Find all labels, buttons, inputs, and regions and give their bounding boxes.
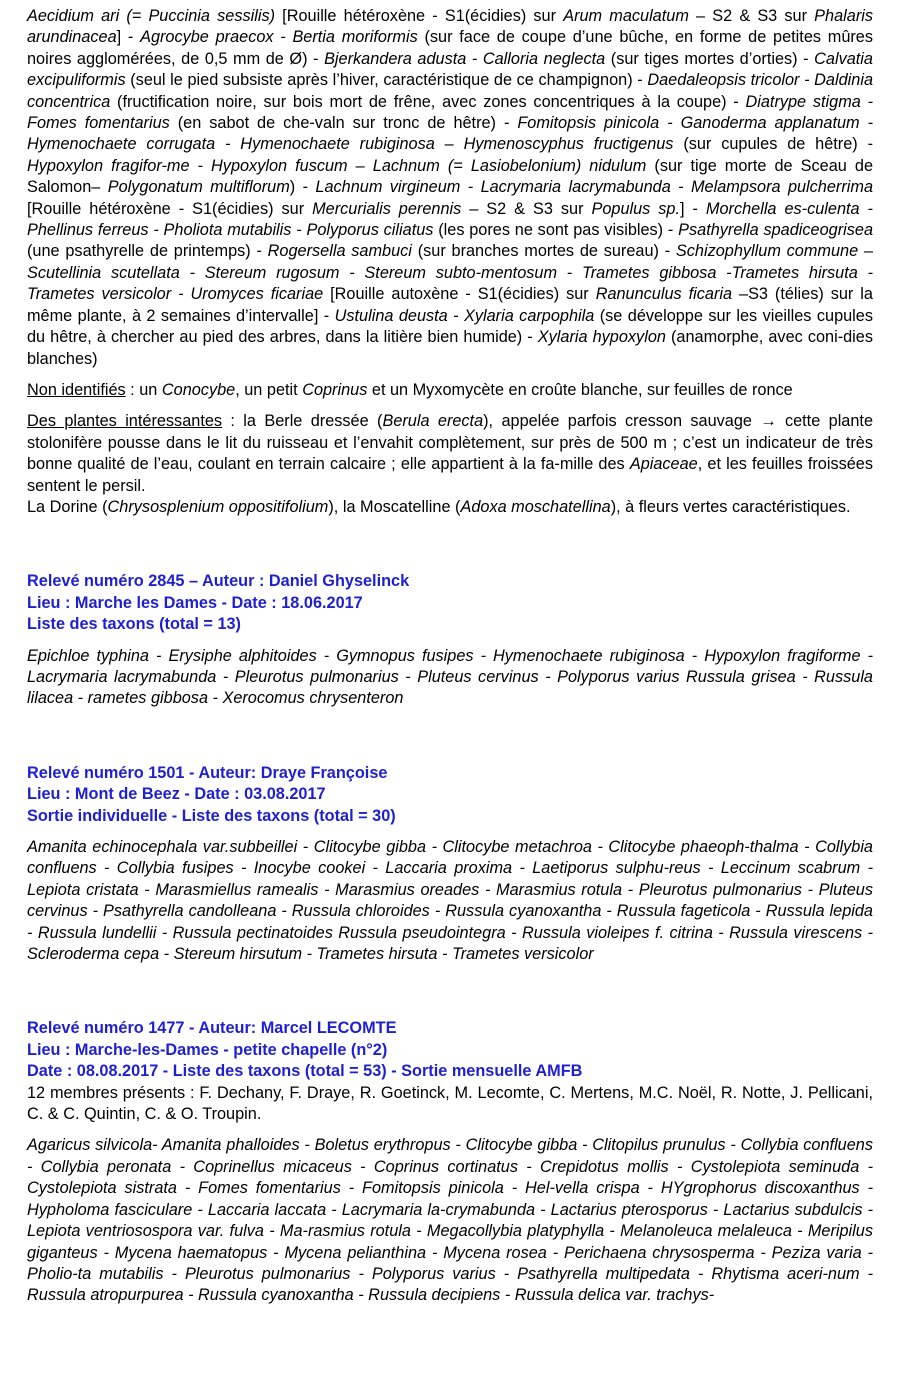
dorine-paragraph <box>27 497 873 518</box>
taxon-name: Rogersella sambuci <box>267 242 412 261</box>
non-identified-paragraph <box>27 380 873 401</box>
taxon-name: Xylaria hypoxylon <box>537 328 666 347</box>
taxon-name: Chrysosplenium oppositifolium <box>107 497 329 516</box>
releve-taxa-list: Amanita echinocephala var.subbeillei - Clitocybe gibba - Clitocybe metachroa - Clitocybe phaeoph-thalma - Collybia confluens - Collybia fusipes - Inocybe cookei - Laccaria proxima - Laetiporus sulphu-reus - Leccinum scabrum - Lepiota cristata - Marasmiellus ramealis - Marasmius oreades - Marasmius rotula - Pleurotus pulmonarius - Pluteus cervinus - Psathyrella candolleana - Russula chloroides - Russula cyanoxantha - Russula fageticola - Russula lepida - Russula lundellii - Russula pectinatoides Russula pseudointegra - Russula violeipes f. citrina - Russula virescens - Scleroderma cepa - Stereum hirsutum - Trametes hirsuta - Trametes versicolor <box>27 838 873 964</box>
taxon-name: Diatrype stigma - Fomes fomentarius <box>27 92 873 133</box>
text-run: (anamorphe, avec coni-dies blanches) <box>27 328 873 368</box>
releve-2845 <box>27 571 873 709</box>
releve-heading-line: Relevé numéro 1477 - Auteur: Marcel LECOMTE <box>27 1019 397 1038</box>
text-run: [Rouille autoxène - S1(écidies) sur <box>323 285 596 304</box>
releve-heading-line: Liste des taxons (total = 13) <box>27 615 241 634</box>
releve-heading-line: Relevé numéro 2845 – Auteur : Daniel Ghyselinck <box>27 572 410 591</box>
text-run: [Rouille hétéroxène - S1(écidies) sur <box>275 7 564 25</box>
text-run: (se développe sur les vieilles cupules du hêtre, à chercher au pied des arbres, dans la litière bien humide) - <box>27 306 873 347</box>
taxon-name: Polygonatum multiflorum <box>107 178 290 197</box>
releve-heading-line: Date : 08.08.2017 - Liste des taxons (total = 53) - Sortie mensuelle AMFB <box>27 1062 583 1081</box>
interesting-plants-paragraph <box>27 411 873 497</box>
text-run: (sur tige morte de Sceau de Salomon– <box>27 156 874 197</box>
text-run: , et les feuilles froissées sentent le persil. <box>27 455 873 495</box>
releve-heading-line: Sortie individuelle - Liste des taxons (total = 30) <box>27 806 396 825</box>
text-run: ] - <box>116 28 141 47</box>
releve-heading-line: Lieu : Mont de Beez - Date : 03.08.2017 <box>27 785 326 804</box>
taxon-name: Phalaris arundinacea <box>27 7 873 47</box>
releve-heading-line: Relevé numéro 1501 - Auteur: Draye Françoise <box>27 763 388 782</box>
taxon-name: Aecidium ari (= Puccinia sessilis) <box>27 7 276 25</box>
taxon-name: Daedaleopsis tricolor - Daldinia concentrica <box>27 71 873 111</box>
releve-1477 <box>27 1018 873 1306</box>
taxon-name: Ustulina deusta - Xylaria carpophila <box>334 306 595 325</box>
text-run: ), à fleurs vertes caractéristiques. <box>610 497 851 516</box>
text-run: ] - <box>680 199 706 218</box>
taxon-name: Apiaceae <box>629 455 698 474</box>
text-run: (fructification noire, sur bois mort de frêne, avec zones concentriques à la coupe) - <box>110 92 746 111</box>
taxon-name: Berula erecta <box>382 412 484 431</box>
text-run: (les pores ne sont pas visibles) - <box>433 221 679 240</box>
releve-taxa-list: Epichloe typhina - Erysiphe alphitoides - Gymnopus fusipes - Hymenochaete rubiginosa - Hypoxylon fragiforme - Lacrymaria lacrymabunda - Pleurotus pulmonarius - Pluteus cervinus - Polyporus varius Russula grisea - Russula lilacea - rametes gibbosa - Xerocomus chrysenteron <box>27 646 873 708</box>
section-label: Non identifiés <box>27 380 126 399</box>
text-run: , un petit <box>235 380 303 399</box>
taxon-name: Schizophyllum commune – Scutellinia scutellata - Stereum rugosum - Stereum subto-mentosum - Trametes gibbosa -Trametes hirsuta - Trametes versicolor - Uromyces ficariae <box>27 242 873 304</box>
text-run: (sur face de coupe d’une bûche, en forme de petites mûres noires agglomérées, de 0,5 mm de Ø) - <box>27 28 873 68</box>
text-run: (sur cupules de hêtre) - <box>673 135 873 154</box>
text-run: – S2 & S3 sur <box>688 7 815 25</box>
text-run: (sur branches mortes de sureau) - <box>411 242 676 261</box>
taxon-name: Lachnum virgineum - Lacrymaria lacrymabunda - Melampsora pulcherrima <box>315 178 873 197</box>
text-run: : un <box>125 380 162 399</box>
taxon-name: Mercurialis perennis <box>312 199 462 218</box>
releve-heading-line: Lieu : Marche-les-Dames - petite chapelle (n°2) <box>27 1040 388 1059</box>
taxon-name: Psathyrella spadiceogrisea <box>678 221 873 240</box>
releve-taxa-list: Agaricus silvicola- Amanita phalloides - Boletus erythropus - Clitocybe gibba - Clitopilus prunulus - Collybia confluens - Collybia peronata - Coprinellus micaceus - Coprinus cortinatus - Crepidotus mollis - Cystolepiota seminuda - Cystolepiota sistrata - Fomes fomentarius - Fomitopsis pinicola - Hel-vella crispa - HYgrophorus discoxanthus - Hypholoma fasciculare - Laccaria laccata - Lacrymaria la-crymabunda - Lactarius pterosporus - Lactarius subdulcis - Lepiota ventriosospora var. fulva - Ma-rasmius rotula - Megacollybia platyphylla - Melanoleuca melaleuca - Meripilus giganteus - Mycena haematopus - Mycena pelianthina - Mycena rosea - Perichaena chrysosperma - Peziza varia - Pholio-ta mutabilis - Pleurotus pulmonarius - Polyporus varius - Psathyrella multipedata - Rhytisma aceri-num - Russula atropurpurea - Russula cyanoxantha - Russula decipiens - Russula delica var. trachys- <box>27 1136 873 1305</box>
text-run: –S3 (télies) sur la même plante, à 2 semaines d’intervalle] - <box>27 285 873 325</box>
text-run: : la Berle dressée ( <box>222 412 383 431</box>
taxon-name: Arum maculatum <box>563 7 689 25</box>
text-run: (seul le pied subsiste après l’hiver, caractéristique de ce champignon) - <box>125 71 648 90</box>
taxon-name: Adoxa moschatellina <box>460 497 611 516</box>
text-run: ), appelée parfois cresson sauvage → cette plante stolonifère pousse dans le lit du ruisseau et l’envahit complètement, sur près de 500 m ; c’est un indicateur de très bonne qualité de l’eau, coulant en terrain calcaire ; elle appartient à la fa-mille des <box>27 412 873 474</box>
text-run: (une psathyrelle de printemps) - <box>27 242 268 261</box>
text-run: – S2 & S3 sur <box>461 199 592 218</box>
taxon-name: Fomitopsis pinicola - Ganoderma applanatum - Hymenochaete corrugata - Hymenochaete rubiginosa – Hymenoscyphus fructigenus <box>27 114 873 154</box>
taxon-name: Bjerkandera adusta - Calloria neglecta <box>324 49 606 68</box>
taxon-name: Ranunculus ficaria <box>595 285 733 304</box>
intro-taxa-paragraph <box>27 6 873 370</box>
text-run: ) - <box>289 178 316 197</box>
text-run: et un Myxomycète en croûte blanche, sur feuilles de ronce <box>367 380 793 399</box>
text-run: ), la Moscatelline ( <box>328 497 461 516</box>
taxon-name: Calvatia excipuliformis <box>27 49 873 90</box>
taxon-name: Agrocybe praecox - Bertia moriformis <box>140 28 418 47</box>
taxon-name: Hypoxylon fragifor-me - Hypoxylon fuscum – Lachnum (= Lasiobelonium) nidulum <box>27 156 647 175</box>
members-present-note: 12 membres présents : F. Dechany, F. Draye, R. Goetinck, M. Lecomte, C. Mertens, M.C. Noël, R. Notte, J. Pellicani, C. & C. Quintin, C. & O. Troupin. <box>27 1083 873 1124</box>
taxon-name: Morchella es-culenta - Phellinus ferreus - Pholiota mutabilis - Polyporus ciliatus <box>27 199 873 240</box>
releve-1501 <box>27 763 873 966</box>
taxon-name: Coprinus <box>302 380 368 399</box>
text-run: (en sabot de che-valn sur tronc de hêtre) - <box>169 114 518 133</box>
text-run: (sur tiges mortes d’orties) - <box>605 49 815 68</box>
releve-heading-line: Lieu : Marche les Dames - Date : 18.06.2017 <box>27 593 363 612</box>
text-run: [Rouille hétéroxène - S1(écidies) sur <box>27 199 313 218</box>
section-label: Des plantes intéressantes <box>27 412 223 431</box>
taxon-name: Conocybe <box>161 380 236 399</box>
taxon-name: Populus sp. <box>591 199 680 218</box>
text-run: La Dorine ( <box>27 497 108 516</box>
